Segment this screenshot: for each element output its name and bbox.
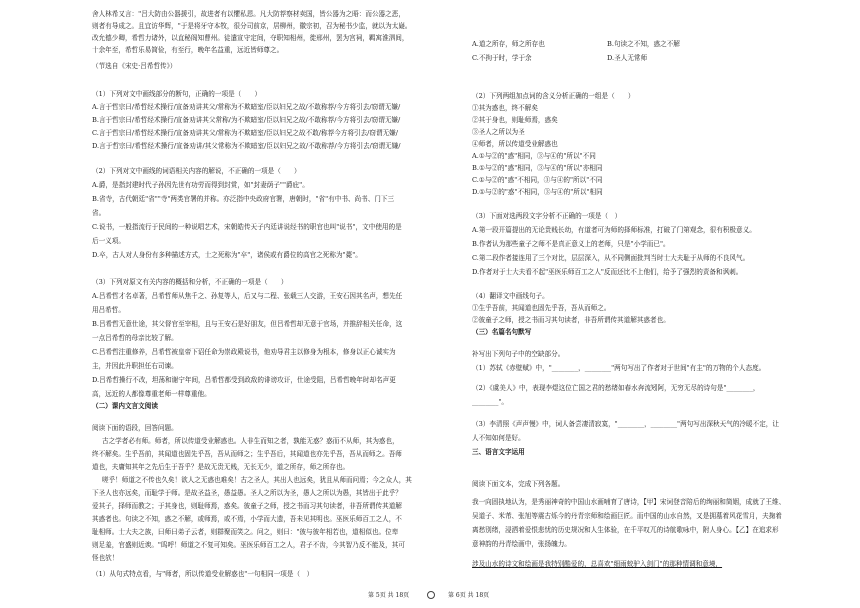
option-continued: 高，远近的人都像尊重老师一样尊重他。 <box>92 390 211 398</box>
option[interactable]: D.吕希哲操行不改，坦荡和谢宁年间，吕希哲都受到政敌的诽谤攻讦，仕途受阻，吕希哲晚年时却名声更 <box>92 376 396 384</box>
option[interactable]: C.说书，一般指流行于民间的一种说唱艺术，宋朝皓传天子内廷讲说经书的职官也叫"说书"，文中使用的是 <box>92 223 402 231</box>
lang-line: 吴道子、米芾、张旭等震古烁今的丹青宗师和绘画巨匠。而中国的山水自然，又是拥墓着风花雪月，夫掬着 <box>472 512 782 520</box>
option[interactable]: A.第一段开篇提出的无论贵贱长幼，有道者可为师的择师标准，打破了门第观念，很有积极意义。 <box>472 226 756 234</box>
option[interactable]: D.言于哲宗曰/希哲经术操行/宣备劝讲/其父常称为不欺暗室/臣以妇兄之故/不敢称荐/今方将引去/窃谓无嫌/ <box>92 142 401 150</box>
question-stem: （4）翻译文中画线句子。 <box>472 292 549 300</box>
lang-line-underlined: 涉及山水的诗文和绘画是我特别酷爱的，总喜欢"细雨蛟驴入剑门"的那种情调和意境， <box>472 560 723 568</box>
fill-item-continued: ________"。 <box>472 398 509 406</box>
passage-line: 十余年至，希哲乐易简俭，有至行，晚年名益重，远近皆师尊之。 <box>92 46 284 54</box>
option[interactable]: D.圣人无常师 <box>607 54 648 62</box>
option-continued: 后一义项。 <box>92 237 125 245</box>
section-heading: （二）课内文言文阅读 <box>92 402 158 410</box>
list-item: ①生乎吾前，其闻道也固先乎吾，吾从而师之。 <box>472 304 611 312</box>
list-item: ③圣人之所以为圣 <box>472 128 525 136</box>
section-heading: （三）名篇名句默写 <box>472 328 532 336</box>
option[interactable]: A.爵，是指封建时代子孙因先世有功劳而得到封赏，如"封妻荫子""爵庇"。 <box>92 181 309 189</box>
fill-item: （3）李清照《声声慢》中，词人备尝凄清寂寞，"________，________"两句写出深秋天气的冷暖不定，让 <box>472 420 779 428</box>
fill-intro: 补写出下列句子中的空缺部分。 <box>472 350 565 358</box>
option[interactable]: C.吕希哲注重修养，吕希哲被皇帝下诏任命为崇政殿说书，他劝导君主以修身为根本，修身以正心诚实为 <box>92 348 396 356</box>
question-stem: （1）下列对文中画线部分的断句，正确的一项是（ ） <box>92 90 262 98</box>
passage-line: 则者有导成之。且宜访华辉，"于是将牙守本牧，很分司前京，居柳州，徽宗初，召为秘书少监，就以为太嶷。 <box>92 22 412 30</box>
reading-line: 终不解矣。生乎吾前，其闻道也固先乎吾，吾从而师之；生乎吾后，其闻道也亦先乎吾，吾从而师之。吾师 <box>92 450 402 458</box>
list-item: ②其于身也，则耻师焉，惑矣 <box>472 116 558 124</box>
reading-line: 怪也欤！ <box>92 554 119 562</box>
option[interactable]: B.言于哲宗曰/希哲经术操行/宣备劝讲其父常称/为不欺暗室/臣以妇兄之故/不敢称荐/今方将引去/窃谓无嫌/ <box>92 116 401 124</box>
lang-line: 离愁别绪，浸洒着爱恨悲忧的历史规况和人生体验，在千平叹兀的诗航歌咏中，附人身心。【乙】在追求形 <box>472 526 779 534</box>
option[interactable]: C.言于哲宗曰/希哲经术操行/宣备劝讲其父/常称为不欺暗室/臣以妇兄之故不敢/称荐今方将引去/窃谓无嫌/ <box>92 129 398 137</box>
reading-line: 下圣人也亦远矣，而耻学于师。是故圣益圣，愚益愚。圣人之所以为圣，愚人之所以为愚，其皆出于此乎？ <box>92 489 402 497</box>
question-stem: （3）下面对选两段文字分析不正确的一项是（ ） <box>472 212 622 220</box>
option-continued: 省。 <box>92 209 106 217</box>
source-note: （节选自《宋史·吕希哲传》） <box>92 62 177 70</box>
page-number-left: 第 5页 共 18页 <box>368 592 410 599</box>
page-number-right: 第 6页 共 18页 <box>448 592 490 599</box>
lang-line: 我一向固执地认为，是秀丽神奇的中国山水画哺育了唐诗，【甲】宋词登音陪后的绚丽和简姻，成就了王维、 <box>472 498 786 506</box>
passage-line: 改允德少卿，希哲力诸外，以直秘阁知曹州。徒遣宣守定间，夺职知相州，徙邢州，罢为宫祠，羁寓淮泗间， <box>92 34 409 42</box>
option[interactable]: B.吕希哲无意仕途，其父督官至宰相，且与王安石是好朋友，但吕希哲却无意于官场，并推辞相关任命，这 <box>92 320 403 328</box>
option[interactable]: B.省寺，古代朝廷"省""寺"两类官署的并称。亦泛指中央政府官署，唐朝时，"省"有中书、尚书、门下三 <box>92 195 395 203</box>
question-stem: （2）下列两组加点词的含义分析正确的一组是（ ） <box>472 92 635 100</box>
option-continued: 用吕希哲。 <box>92 306 125 314</box>
option[interactable]: A.言于哲宗曰/希哲经术操行/宣备劝讲其父/常称为不欺暗室/臣以妇兄之故/不敢称荐/今方将引去/窃谓无嫌/ <box>92 103 401 111</box>
lang-line: 意神韵的丹青绘画中，张扬魄力。 <box>472 540 571 548</box>
option-continued: 一点吕希哲的母亲比较了解。 <box>92 334 178 342</box>
option[interactable]: D.作者对于士大夫看不起"巫医乐师百工之人"反而还比不上他们，给予了强烈的责备和讽刺。 <box>472 268 743 276</box>
list-item: ②彼童子之师，授之书而习其句读者，非吾所谓传其道解其惑者也。 <box>472 316 670 324</box>
option[interactable]: D.①与②的"惑"不相同，③与④的"所以"相同 <box>472 188 603 196</box>
reading-line: 嗟乎！师道之不传也久矣！欲人之无惑也难矣！古之圣人，其出人也远矣，犹且从师而问焉；今之众人，其 <box>102 476 412 484</box>
option-continued: 主，并因此升职担任右司谏。 <box>92 362 178 370</box>
option[interactable]: C.①与②的"惑"不相同，③与④的"所以"不同 <box>472 176 603 184</box>
option[interactable]: B.①与②的"惑"相同，③与④的"所以"亦相同 <box>472 164 603 172</box>
fill-item-continued: 人不知如何是好。 <box>472 434 525 442</box>
reading-intro: 阅读下面的语段，回答问题。 <box>92 424 178 432</box>
question-stem: （2）下列对文中画线的词语相关内容的解说，不正确的一项是（ ） <box>92 167 301 175</box>
reading-line: 古之学者必有师。师者，所以传道受业解惑也。人非生而知之者，孰能无惑？惑而不从师，其为惑也， <box>102 437 399 445</box>
lang-intro: 阅读下面文本，完成下列各题。 <box>472 480 565 488</box>
option[interactable]: B.句读之不知，惑之不解 <box>607 40 680 48</box>
passage-line: 舍人林希又言："吕大防由公器援引，故进者有以懼私恩。凡大防荐察材卖国，皆公器为之晤：而公器之恶， <box>92 10 405 18</box>
fill-item: （2）《虞美人》中，表现李煜这位亡国之君的愁绪如春水奔流矧阿，无穷无尽的诗句是"________， <box>472 384 760 392</box>
option[interactable]: A.①与②的"惑"相同，③与④的"所以"不同 <box>472 152 596 160</box>
fill-item: （1）苏轼《赤壁赋》中，"________，________"两句写出了作者对于世间"有主"的万物的个人态度。 <box>472 364 766 372</box>
question-stem: （1）从句式特点看，与"师者，所以传道受业解惑也"一句相同一项是（ ） <box>92 570 314 578</box>
option[interactable]: A.吕希哲才名卓著，吕希哲师从焦千之、孙复等人，后又与二程、张载三人交游，王安石因其名声，想先任 <box>92 292 403 300</box>
question-stem: （3）下列对原文有关内容的概括和分析，不正确的一项是（ ） <box>92 278 288 286</box>
list-item: ④师者，所以传道受业解惑也 <box>472 140 558 148</box>
option[interactable]: B.作者认为那些童子之师不是真正意义上的老师，只是"小学而已"。 <box>472 240 670 248</box>
reading-line: 爱其子，择师而教之；于其身也，则耻师焉，惑矣。彼童子之师，授之书而习其句读者，非吾所谓传其道解 <box>92 502 402 510</box>
reading-line: 则足羞，官盛则近谀。"呜呼！师道之不复可知矣。巫医乐师百工之人，君子不齿，今其智乃反不能及，其可 <box>92 541 405 549</box>
option[interactable]: C.第二段作者接连用了三个对比，层层深入，从不同侧面批判当时士大夫耻于从师的不良风气。 <box>472 254 750 262</box>
reading-line: 其惑者也。句读之不知，惑之不解，或师焉，或不焉，小学而大遗，吾未见其明也。巫医乐师百工之人，不 <box>92 515 402 523</box>
section-heading: 三、语言文字运用 <box>472 448 525 456</box>
reading-line: 耻相师。士大夫之族，曰师曰弟子云者，则群聚而笑之。问之，则曰："彼与彼年相若也，道相似也。位卑 <box>92 528 399 536</box>
option[interactable]: C.不拘于时，学于余 <box>472 54 532 62</box>
option[interactable]: A.道之所存，师之所存也 <box>472 40 545 48</box>
reading-line: 道也，夫庸知其年之先后生于吾乎？是故无贵无贱，无长无少，道之所存，师之所存也。 <box>92 463 350 471</box>
option[interactable]: D.卒，古人对人身份有多种描述方式，士之死称为"卒"，诸侯或有爵位的高官之死称为"薨"。 <box>92 251 362 259</box>
list-item: ①其为惑也，终不解矣 <box>472 104 538 112</box>
